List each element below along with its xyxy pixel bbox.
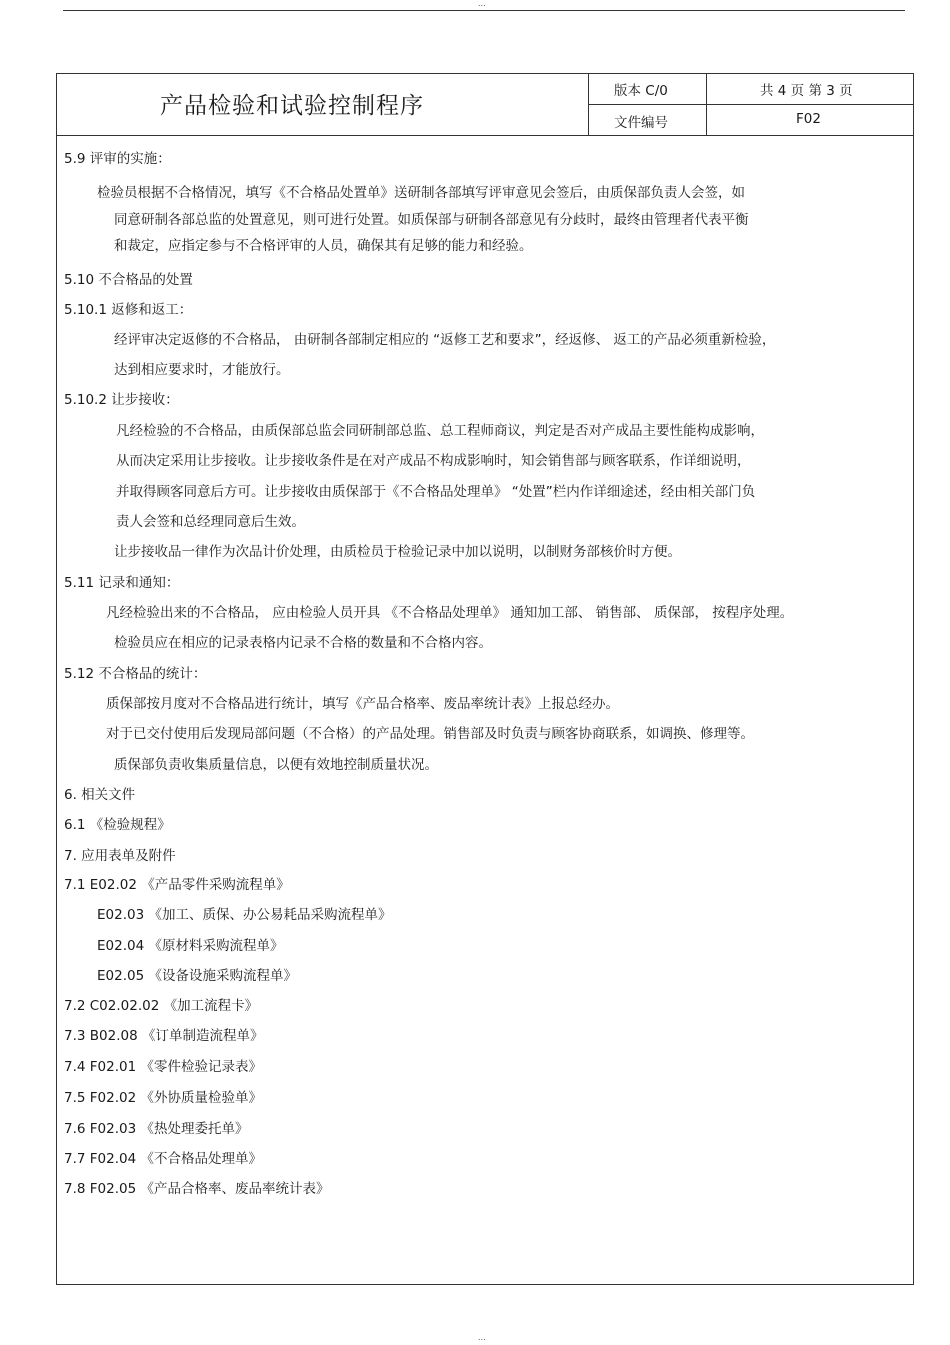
- document-title: 产品检验和试验控制程序: [160, 93, 424, 119]
- form-item: 7.2 C02.02.02 《加工流程卡》: [64, 998, 259, 1014]
- section-5-10-title: 5.10 不合格品的处置: [64, 272, 193, 288]
- section-5-10-2-title: 5.10.2 让步接收：: [64, 392, 179, 408]
- form-item: 7.5 F02.02 《外协质量检验单》: [64, 1090, 262, 1106]
- section-5-10-1-line-1: 经评审决定返修的不合格品， 由研制各部制定相应的 “返修工艺和要求”，经返修、 返工的产品必须重新检验，: [114, 332, 776, 348]
- section-6-title: 6. 相关文件: [64, 787, 136, 803]
- header-title-cell: [56, 73, 588, 135]
- version-label: 版本 C/0: [614, 83, 668, 99]
- section-5-12-title: 5.12 不合格品的统计：: [64, 666, 207, 682]
- section-5-9-line-1: 检验员根据不合格情况，填写《不合格品处置单》送研制各部填写评审意见会签后，由质保部负责人会签，如: [97, 185, 745, 201]
- section-5-10-1-line-2: 达到相应要求时，才能放行。: [114, 362, 290, 378]
- form-item: 7.4 F02.01 《零件检验记录表》: [64, 1059, 262, 1075]
- form-item: 7.3 B02.08 《订单制造流程单》: [64, 1028, 264, 1044]
- section-6-1: 6.1 《检验规程》: [64, 817, 171, 833]
- section-5-9-title: 5.9 评审的实施：: [64, 151, 171, 167]
- bottom-dots: ...: [478, 1333, 486, 1342]
- section-5-11-line-1: 凡经检验出来的不合格品， 应由检验人员开具 《不合格品处理单》 通知加工部、 销售部、 质保部， 按程序处理。: [106, 605, 794, 621]
- section-5-9-line-3: 和裁定，应指定参与不合格评审的人员，确保其有足够的能力和经验。: [114, 238, 533, 254]
- form-item: 7.1 E02.02 《产品零件采购流程单》: [64, 877, 290, 893]
- section-5-11-title: 5.11 记录和通知：: [64, 575, 180, 591]
- section-7-title: 7. 应用表单及附件: [64, 848, 176, 864]
- header-bottom-rule: [56, 135, 914, 136]
- doc-number-label: 文件编号: [614, 115, 668, 131]
- form-item: E02.03 《加工、质保、办公易耗品采购流程单》: [97, 907, 392, 923]
- form-item: E02.05 《设备设施采购流程单》: [97, 968, 297, 984]
- top-dots: ...: [478, 0, 486, 8]
- section-5-9-line-2: 同意研制各部总监的处置意见，则可进行处置。如质保部与研制各部意见有分歧时，最终由管理者代表平衡: [114, 212, 749, 228]
- section-5-12-line-3: 质保部负责收集质量信息，以便有效地控制质量状况。: [114, 757, 438, 773]
- header-mid-rule: [588, 104, 914, 105]
- form-item: E02.04 《原材料采购流程单》: [97, 938, 284, 954]
- section-5-12-line-2: 对于已交付使用后发现局部问题（不合格）的产品处理。销售部及时负责与顾客协商联系，如调换、修理等。: [106, 726, 754, 742]
- section-5-12-line-1: 质保部按月度对不合格品进行统计，填写《产品合格率、废品率统计表》上报总经办。: [106, 696, 619, 712]
- section-5-11-line-2: 检验员应在相应的记录表格内记录不合格的数量和不合格内容。: [114, 635, 492, 651]
- doc-number: F02: [796, 111, 821, 127]
- form-item: 7.7 F02.04 《不合格品处理单》: [64, 1151, 262, 1167]
- section-5-10-2-line-2: 从而决定采用让步接收。让步接收条件是在对产成品不构成影响时，知会销售部与顾客联系，作详细说明，: [116, 453, 751, 469]
- section-5-10-1-title: 5.10.1 返修和返工：: [64, 302, 193, 318]
- form-item: 7.6 F02.03 《热处理委托单》: [64, 1121, 249, 1137]
- section-5-10-2-line-4: 责人会签和总经理同意后生效。: [116, 514, 305, 530]
- page-count: 共 4 页 第 3 页: [760, 83, 853, 99]
- section-5-10-2-line-5: 让步接收品一律作为次品计价处理，由质检员于检验记录中加以说明，以制财务部核价时方便。: [114, 544, 681, 560]
- top-rule: [63, 10, 905, 11]
- section-5-10-2-line-1: 凡经检验的不合格品，由质保部总监会同研制部总监、总工程师商议，判定是否对产成品主要性能构成影响，: [116, 423, 764, 439]
- form-item: 7.8 F02.05 《产品合格率、废品率统计表》: [64, 1181, 330, 1197]
- section-5-10-2-line-3: 并取得顾客同意后方可。让步接收由质保部于《不合格品处理单》 “处置”栏内作详细途述，经由相关部门负: [116, 484, 756, 500]
